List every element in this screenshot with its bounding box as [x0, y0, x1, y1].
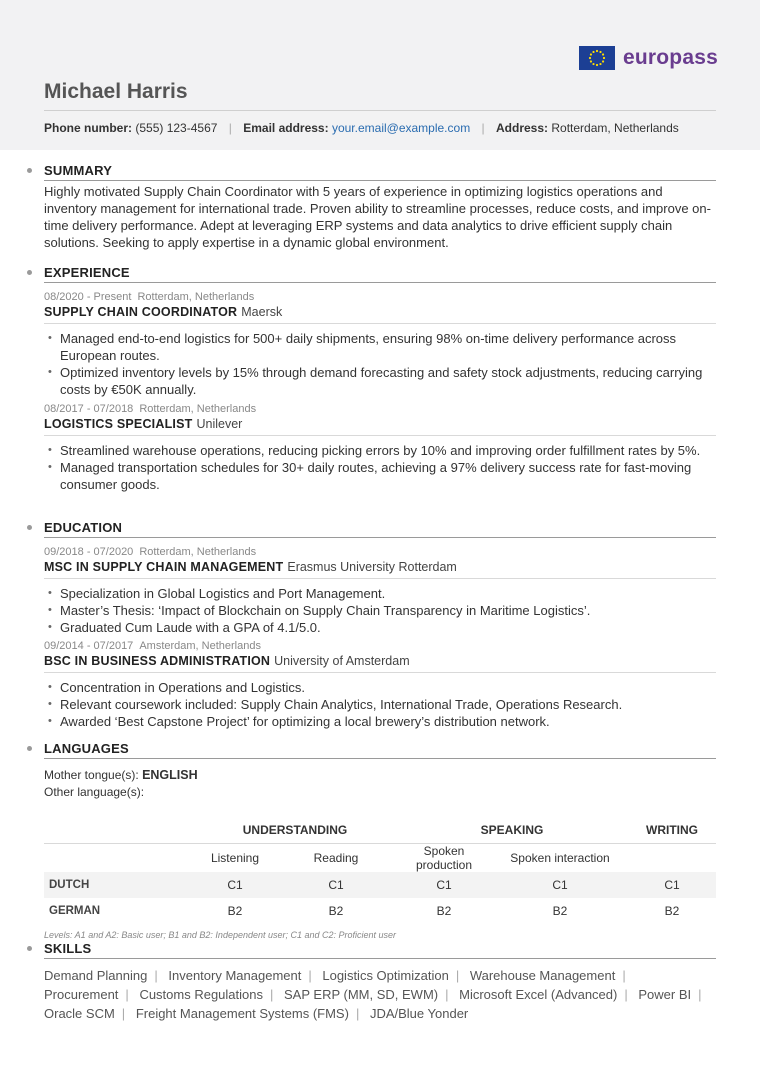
table-cell: B2 — [436, 904, 452, 918]
bullet-list — [44, 442, 716, 493]
table-header: SPEAKING — [480, 823, 544, 837]
entry-title — [44, 559, 716, 579]
employer: Maersk — [241, 305, 283, 319]
degree-title: MSC IN SUPPLY CHAIN MANAGEMENT — [44, 560, 284, 574]
table-subheader: Spoken interaction — [510, 851, 610, 865]
table-cell: C1 — [276, 872, 396, 898]
skill-item: JDA/Blue Yonder — [369, 1006, 469, 1021]
bullet-list — [44, 585, 716, 636]
bullet-dot-icon — [27, 168, 32, 173]
table-row — [44, 898, 716, 924]
bullet-dot-icon — [27, 270, 32, 275]
entry-dates: 08/2017 - 07/2018 — [44, 403, 134, 415]
entry-meta — [44, 291, 716, 304]
institution: University of Amsterdam — [274, 654, 410, 668]
table-cell: B2 — [227, 904, 243, 918]
section-title: LANGUAGES — [44, 741, 129, 756]
table-cell: C1 — [194, 872, 276, 898]
section-header — [44, 162, 716, 181]
table-cell: C1 — [492, 872, 628, 898]
skill-separator: | — [308, 968, 312, 983]
table-subheader: Spoken production — [415, 844, 473, 872]
entry-dates: 09/2014 - 07/2017 — [44, 640, 134, 652]
skill-item: Customs Regulations — [139, 987, 263, 1002]
language-name: GERMAN — [49, 905, 101, 917]
table-cell: B2 — [328, 904, 344, 918]
skill-separator: | — [624, 987, 628, 1002]
bullet-list — [44, 679, 716, 730]
experience-section — [44, 264, 716, 493]
section-header — [44, 264, 716, 283]
education-section — [44, 519, 716, 730]
eu-star — [590, 53, 592, 55]
list-item: • Managed end-to-end logistics for 500+ daily shipments, ensuring 98% on-time delivery performance across European routes. — [60, 330, 716, 364]
separator: | — [228, 121, 232, 135]
table-row — [44, 844, 716, 873]
entry-location: Amsterdam, Netherlands — [139, 640, 261, 652]
list-item: • Relevant coursework included: Supply Chain Analytics, International Trade, Operations Research. — [60, 696, 716, 713]
list-item: • Concentration in Operations and Logistics. — [60, 679, 716, 696]
skill-item: Inventory Management — [168, 968, 302, 983]
degree-title: BSC IN BUSINESS ADMINISTRATION — [44, 654, 271, 668]
entry-title — [44, 304, 716, 324]
entry-location: Rotterdam, Netherlands — [139, 403, 257, 415]
table-row — [44, 872, 716, 898]
summary-text: Highly motivated Supply Chain Coordinator with 5 years of experience in optimizing logistics operations and inventory management for international trade. Proven ability to streamline processes, reduce costs, and improve on-time delivery performance. Adept at leveraging ERP systems and data analytics to drive efficient supply chain solutions. Seeking to apply expertise in a dynamic global environment. — [44, 184, 711, 250]
table-cell: C1 — [628, 872, 716, 898]
eu-star — [589, 57, 591, 59]
entry-location: Rotterdam, Netherlands — [137, 291, 255, 303]
skill-item: Demand Planning — [44, 968, 148, 983]
skill-separator: | — [125, 987, 129, 1002]
education-entry — [44, 640, 716, 730]
table-cell: B2 — [664, 904, 680, 918]
skill-item: Freight Management Systems (FMS) — [135, 1006, 349, 1021]
mother-tongue-label: Mother tongue(s): — [44, 768, 139, 782]
table-header-empty — [44, 817, 194, 844]
bullet-dot-icon — [27, 525, 32, 530]
eu-flag-icon — [579, 46, 615, 70]
language-name: DUTCH — [44, 872, 194, 898]
europass-wordmark: europass — [623, 46, 718, 69]
entry-meta — [44, 640, 716, 653]
section-title: EDUCATION — [44, 520, 123, 535]
skills-section — [44, 940, 716, 1023]
table-header: UNDERSTANDING — [242, 823, 348, 837]
list-item: • Master’s Thesis: ‘Impact of Blockchain on Supply Chain Transparency in Maritime Logistics’. — [60, 602, 716, 619]
entry-title — [44, 653, 716, 673]
skill-item: Warehouse Management — [469, 968, 616, 983]
eu-star — [590, 60, 592, 62]
table-row — [44, 817, 716, 844]
table-cell-empty — [628, 844, 716, 873]
skill-separator: | — [121, 1006, 126, 1021]
table-cell-empty — [44, 844, 194, 873]
skill-separator: | — [698, 987, 702, 1002]
eu-star — [599, 63, 601, 65]
section-header — [44, 519, 716, 538]
eu-star — [592, 51, 594, 53]
skill-separator: | — [445, 987, 449, 1002]
eu-star — [592, 63, 594, 65]
phone-value: (555) 123-4567 — [135, 121, 218, 135]
separator: | — [481, 121, 485, 135]
other-languages-label: Other language(s): — [44, 785, 145, 799]
entry-meta — [44, 546, 716, 559]
skill-item: Oracle SCM — [44, 1006, 115, 1021]
section-title: SUMMARY — [44, 163, 113, 178]
skill-item: Logistics Optimization — [322, 968, 449, 983]
list-item: • Specialization in Global Logistics and Port Management. — [60, 585, 716, 602]
levels-note: Levels: A1 and A2: Basic user; B1 and B2: Independent user; C1 and C2: Proficient user — [44, 930, 397, 940]
entry-dates: 08/2020 - Present — [44, 291, 132, 303]
contact-line — [44, 121, 679, 135]
skill-separator: | — [622, 968, 626, 983]
skill-item: Power BI — [638, 987, 692, 1002]
experience-entry — [44, 291, 716, 398]
entry-location: Rotterdam, Netherlands — [139, 546, 257, 558]
section-title: EXPERIENCE — [44, 265, 130, 280]
eu-star — [596, 50, 598, 52]
eu-star — [596, 64, 598, 66]
list-item: • Awarded ‘Best Capstone Project’ for optimizing a local brewery’s distribution network. — [60, 713, 716, 730]
email-label: Email address: — [243, 121, 329, 135]
job-title: SUPPLY CHAIN COORDINATOR — [44, 305, 238, 319]
table-cell: C1 — [396, 872, 492, 898]
bullet-list — [44, 330, 716, 398]
table-subheader: Reading — [313, 851, 359, 865]
skill-separator: | — [154, 968, 158, 983]
section-header — [44, 740, 716, 759]
header-divider — [44, 110, 716, 111]
education-entry — [44, 546, 716, 636]
languages-section — [44, 740, 716, 940]
skill-item: Procurement — [44, 987, 119, 1002]
eu-star — [603, 57, 605, 59]
candidate-name: Michael Harris — [44, 80, 188, 103]
mother-tongue-value: ENGLISH — [142, 768, 198, 782]
skill-separator: | — [455, 968, 460, 983]
employer: Unilever — [196, 417, 243, 431]
list-item: • Streamlined warehouse operations, reducing picking errors by 10% and improving order fulfillment rates by 5%. — [60, 442, 716, 459]
list-item: • Optimized inventory levels by 15% through demand forecasting and safety stock adjustments, reducing carrying costs by €50K annually. — [60, 364, 716, 398]
table-header: WRITING — [646, 823, 698, 837]
table-cell: B2 — [552, 904, 568, 918]
summary-section — [44, 162, 716, 251]
europass-logo — [579, 46, 718, 70]
skill-item: SAP ERP (MM, SD, EWM) — [284, 987, 439, 1002]
entry-title — [44, 416, 716, 436]
skill-item: Microsoft Excel (Advanced) — [459, 987, 618, 1002]
bullet-dot-icon — [27, 946, 32, 951]
email-link[interactable]: your.email@example.com — [331, 121, 471, 135]
language-table — [44, 817, 716, 924]
entry-dates: 09/2018 - 07/2020 — [44, 546, 134, 558]
address-value: Rotterdam, Netherlands — [551, 121, 679, 135]
skills-list — [44, 966, 716, 1023]
eu-star — [602, 53, 604, 55]
eu-star — [602, 60, 604, 62]
phone-label: Phone number: — [44, 121, 133, 135]
section-header — [44, 940, 716, 959]
skill-separator: | — [270, 987, 274, 1002]
address-label: Address: — [496, 121, 549, 135]
experience-entry — [44, 403, 716, 493]
section-title: SKILLS — [44, 941, 92, 956]
list-item: • Graduated Cum Laude with a GPA of 4.1/5.0. — [60, 619, 716, 636]
bullet-dot-icon — [27, 746, 32, 751]
list-item: • Managed transportation schedules for 30+ daily routes, achieving a 97% delivery success rate for fast-moving consumer goods. — [60, 459, 716, 493]
mother-tongue-line — [44, 767, 716, 784]
job-title: LOGISTICS SPECIALIST — [44, 417, 193, 431]
table-subheader: Listening — [210, 851, 260, 865]
institution: Erasmus University Rotterdam — [287, 560, 457, 574]
eu-star — [599, 51, 601, 53]
skill-separator: | — [355, 1006, 360, 1021]
entry-meta — [44, 403, 716, 416]
